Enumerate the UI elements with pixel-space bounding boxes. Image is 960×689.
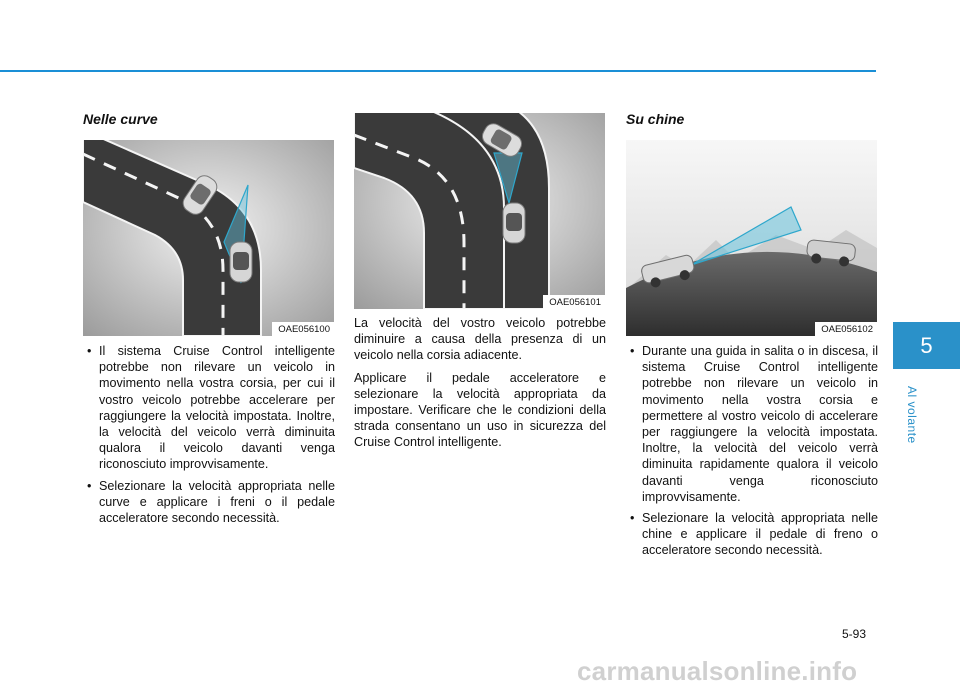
- figure-code: OAE056102: [815, 322, 877, 336]
- section-slopes: [626, 108, 878, 564]
- curve-road-image: [83, 140, 334, 336]
- slope-illustration: [626, 140, 877, 336]
- figure-code: OAE056100: [272, 322, 334, 336]
- list-item: • Durante una guida in salita o in discesa, il sistema Cruise Control intelligente potrebbe non rilevare un veicolo in movimento nella vostra corsia e permettere al vostro veicolo di accelerare per raggiungere la velocità impostata. Inoltre, la velocità del veicolo verrà diminuita rapidamente qualora il veicolo davanti venga riconosciuto improvvisamente.: [630, 344, 878, 504]
- paragraph: La velocità del vostro veicolo potrebbe diminuire a causa della presenza di un veicolo nella corsia adiacente.: [354, 316, 606, 363]
- list-item: • Selezionare la velocità appropriata nelle curve e applicare i freni o il pedale acceleratore secondo necessità.: [87, 478, 335, 526]
- list-item: • Il sistema Cruise Control intelligente potrebbe non rilevare un veicolo in movimento nella vostra corsia, per cui il vostro veicolo potrebbe accelerare per raggiungere la velocità impostata. Inoltre, la velocità del veicolo verrà diminuita qualora il veicolo davanti venga riconosciuto improvvisamente.: [87, 344, 335, 472]
- bullet-list: [83, 343, 335, 526]
- watermark: carmanualsonline.info: [577, 656, 858, 686]
- bullet-icon: •: [87, 344, 92, 358]
- section-heading: Nelle curve: [83, 111, 158, 127]
- section-adjacent-lane: [354, 113, 606, 457]
- bullet-list: [626, 343, 878, 559]
- header-rule: [0, 70, 876, 72]
- adjacent-lane-road-image: [354, 113, 605, 309]
- chapter-title: Al volante: [905, 386, 919, 444]
- adjacent-lane-illustration: [354, 113, 605, 309]
- slope-road-image: [626, 140, 877, 336]
- curve-illustration: [83, 140, 334, 336]
- list-item: • Selezionare la velocità appropriata nelle chine e applicare il pedale di freno o acceleratore secondo necessità.: [630, 511, 878, 558]
- bullet-icon: •: [87, 478, 92, 493]
- bullet-icon: •: [630, 344, 635, 358]
- figure-code: OAE056101: [543, 295, 605, 309]
- chapter-tab: 5: [893, 322, 960, 369]
- page-number: 5-93: [842, 627, 867, 641]
- paragraph: Applicare il pedale acceleratore e selezionare la velocità appropriata da impostare. Verificare che le condizioni della strada consentano un uso in sicurezza del Cruise Control intelligente.: [354, 370, 606, 450]
- section-heading: Su chine: [626, 111, 685, 127]
- bullet-icon: •: [630, 511, 635, 526]
- section-curves: [83, 108, 335, 531]
